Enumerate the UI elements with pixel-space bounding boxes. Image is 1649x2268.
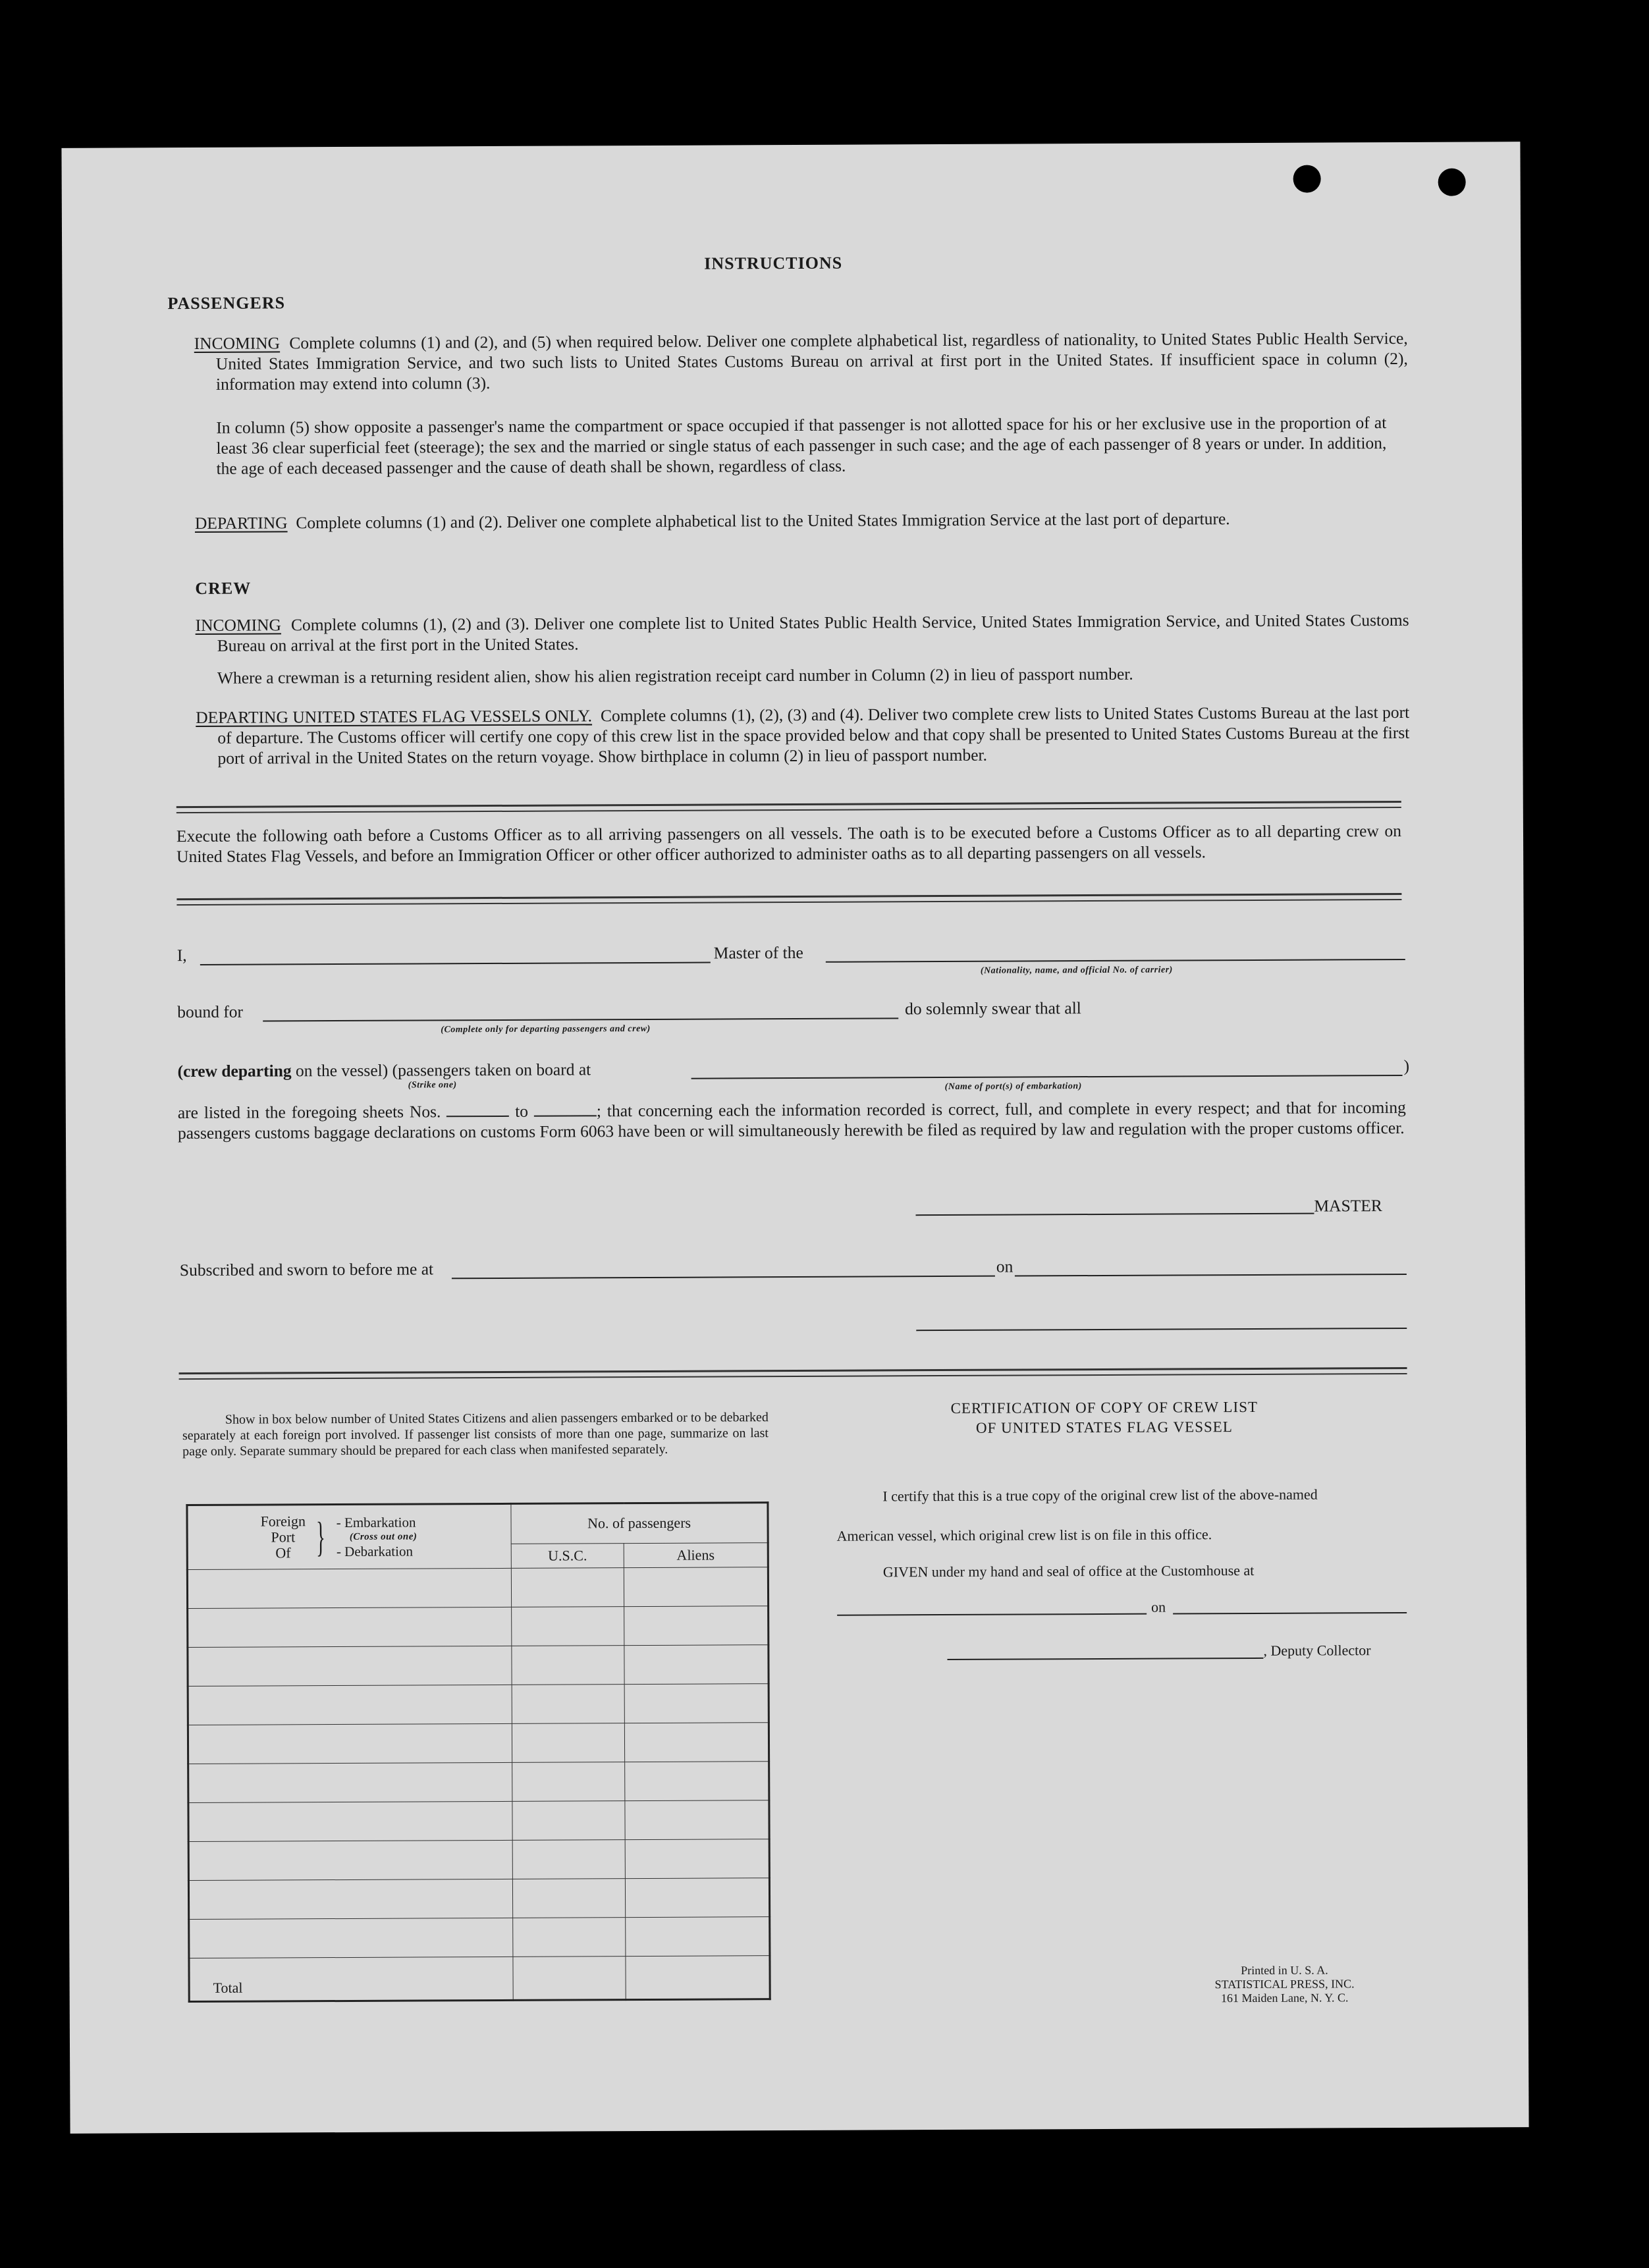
crew-departing-text: Complete columns (1), (2), (3) and (4). Deliver two complete crew lists to United States Customs Bureau at the last port of departure. The Customs officer will certify one copy of this crew list in the space provided below and that copy shall be presented to United States Customs Bureau at the first port of arrival in the United States on the return voyage. Show birthplace in column (2) in lieu of passport number. bbox=[217, 702, 1410, 768]
sworn-on-label: on bbox=[996, 1256, 1014, 1276]
usc-cell[interactable] bbox=[512, 1801, 625, 1841]
aliens-cell[interactable] bbox=[625, 1878, 769, 1918]
usc-cell[interactable] bbox=[512, 1879, 625, 1918]
crew-incoming-label: INCOMING bbox=[195, 615, 281, 635]
double-rule bbox=[176, 893, 1401, 905]
aliens-cell[interactable] bbox=[624, 1723, 769, 1762]
punch-hole bbox=[1438, 169, 1466, 196]
customhouse-field[interactable] bbox=[837, 1613, 1147, 1616]
sheet-from-field[interactable] bbox=[446, 1116, 509, 1117]
sheets-statement bbox=[178, 1097, 1406, 1143]
officer-signature-field[interactable] bbox=[916, 1328, 1407, 1331]
crew-departing-instruction bbox=[196, 702, 1409, 769]
usc-cell[interactable] bbox=[512, 1607, 624, 1646]
certification-title-line-2: OF UNITED STATES FLAG VESSEL bbox=[975, 1418, 1233, 1436]
aliens-cell[interactable] bbox=[624, 1567, 768, 1607]
punch-hole bbox=[1293, 165, 1321, 193]
table-row bbox=[187, 1567, 768, 1609]
sheet-to-field[interactable] bbox=[534, 1115, 597, 1116]
port-cell[interactable] bbox=[188, 1607, 512, 1647]
foreign-label: Foreign bbox=[260, 1513, 306, 1530]
aliens-cell[interactable] bbox=[626, 1917, 770, 1957]
crew-departing-label: DEPARTING UNITED STATES FLAG VESSELS ONLY. bbox=[196, 706, 593, 727]
passengers-heading: PASSENGERS bbox=[167, 293, 286, 313]
no-passengers-header: No. of passengers bbox=[511, 1503, 768, 1544]
double-rule bbox=[179, 1367, 1407, 1380]
usc-cell[interactable] bbox=[512, 1646, 624, 1685]
passengers-taken-text: on the vessel) (passengers taken on board at bbox=[295, 1060, 591, 1081]
usc-total-cell[interactable] bbox=[513, 1957, 626, 2001]
aliens-cell[interactable] bbox=[624, 1645, 769, 1685]
bound-for-caption: (Complete only for departing passengers and crew) bbox=[441, 1023, 651, 1035]
port-cell[interactable] bbox=[188, 1801, 512, 1841]
table-row bbox=[188, 1762, 769, 1803]
certification-line-3: GIVEN under my hand and seal of office at the Customhouse at bbox=[882, 1561, 1255, 1580]
form-page bbox=[61, 142, 1528, 2134]
passengers-departing-instruction bbox=[195, 508, 1409, 533]
port-cell[interactable] bbox=[188, 1879, 512, 1919]
double-rule bbox=[176, 801, 1401, 813]
certification-title-line-1: CERTIFICATION OF COPY OF CREW LIST bbox=[950, 1398, 1258, 1417]
total-label: Total bbox=[189, 1957, 513, 2001]
crew-departing-strike bbox=[177, 1060, 591, 1081]
aliens-cell[interactable] bbox=[625, 1762, 769, 1801]
usc-cell[interactable] bbox=[512, 1685, 624, 1724]
table-row bbox=[188, 1606, 769, 1648]
carrier-caption: (Nationality, name, and official No. of carrier) bbox=[980, 965, 1173, 976]
bound-for-field[interactable] bbox=[263, 1017, 898, 1021]
master-of-label: Master of the bbox=[713, 942, 803, 963]
embarkation-option: - Embarkation bbox=[336, 1514, 416, 1531]
deputy-collector-label: , Deputy Collector bbox=[1263, 1642, 1371, 1659]
port-cell[interactable] bbox=[188, 1840, 512, 1880]
printer-imprint bbox=[1199, 1963, 1370, 2005]
passengers-departing-text: Complete columns (1) and (2). Deliver one complete alphabetical list to the United States Immigration Service at the last port of departure. bbox=[296, 509, 1230, 533]
usc-cell[interactable] bbox=[512, 1723, 624, 1763]
aliens-cell[interactable] bbox=[624, 1684, 769, 1723]
foreign-port-header bbox=[187, 1503, 511, 1569]
port-cell[interactable] bbox=[187, 1568, 511, 1608]
printer-line-1: Printed in U. S. A. bbox=[1241, 1963, 1328, 1978]
usc-cell[interactable] bbox=[511, 1568, 624, 1607]
cross-out-caption: (Cross out one) bbox=[349, 1531, 418, 1542]
aliens-cell[interactable] bbox=[624, 1606, 769, 1646]
embarkation-port-field[interactable] bbox=[691, 1075, 1403, 1079]
carrier-field[interactable] bbox=[826, 959, 1405, 963]
certification-line-1: I certify that this is a true copy of the original crew list of the above-named bbox=[882, 1486, 1318, 1505]
close-paren: ) bbox=[1403, 1056, 1410, 1075]
table-row bbox=[189, 1917, 770, 1958]
port-cell[interactable] bbox=[188, 1723, 512, 1764]
sworn-place-field[interactable] bbox=[452, 1276, 995, 1280]
brace-icon: } bbox=[316, 1513, 326, 1561]
passengers-incoming-label: INCOMING bbox=[194, 333, 281, 353]
aliens-cell[interactable] bbox=[625, 1800, 769, 1840]
table-row bbox=[188, 1645, 769, 1687]
master-signature-field[interactable] bbox=[916, 1213, 1314, 1216]
usc-cell[interactable] bbox=[512, 1840, 625, 1879]
table-row bbox=[188, 1684, 769, 1725]
certification-on-label: on bbox=[1151, 1598, 1166, 1615]
oath-i-label: I, bbox=[176, 946, 187, 965]
printer-line-3: 161 Maiden Lane, N. Y. C. bbox=[1220, 1991, 1349, 2005]
printer-line-2: STATISTICAL PRESS, INC. bbox=[1214, 1977, 1355, 1991]
sheets-label: are listed in the foregoing sheets Nos. bbox=[177, 1102, 441, 1123]
table-row bbox=[188, 1723, 769, 1764]
port-cell[interactable] bbox=[189, 1918, 513, 1958]
passengers-incoming-text: Complete columns (1) and (2), and (5) when required below. Deliver one complete alphabetical list, regardless of nationality, to United States Public Health Service, United States Immigration Service, and two such lists to United States Customs Bureau on arrival at first port in the United States. If insufficient space in column (2), information may extend into column (3). bbox=[215, 328, 1408, 394]
of-label: Of bbox=[275, 1544, 291, 1561]
aliens-cell[interactable] bbox=[625, 1839, 769, 1879]
oath-intro: Execute the following oath before a Customs Officer as to all arriving passengers on all vessels. The oath is to be executed before a Customs Officer as to all departing crew on United States Flag Vessels, and before an Immigration Officer or other officer authorized to administer oaths as to all departing passengers on all vessels. bbox=[176, 821, 1402, 867]
crew-incoming-instruction bbox=[196, 610, 1409, 656]
embarkation-caption: (Name of port(s) of embarkation) bbox=[944, 1081, 1082, 1093]
debarkation-option: - Debarkation bbox=[336, 1543, 414, 1560]
port-cell[interactable] bbox=[188, 1762, 512, 1802]
aliens-total-cell[interactable] bbox=[626, 1956, 770, 2000]
master-name-field[interactable] bbox=[200, 962, 711, 965]
certification-date-field[interactable] bbox=[1173, 1612, 1407, 1615]
crew-resident-instruction: Where a crewman is a returning resident alien, show his alien registration receipt card number in Column (2) in lieu of passport number. bbox=[217, 664, 1133, 688]
deputy-signature-field[interactable] bbox=[947, 1658, 1263, 1660]
sheets-to-label: to bbox=[515, 1101, 529, 1121]
crew-incoming-text: Complete columns (1), (2) and (3). Deliver one complete list to United States Public Health Service, United States Immigration Service, and United States Customs Bureau on arrival at the first port in the United States. bbox=[217, 610, 1409, 655]
embark-debark-options bbox=[337, 1515, 418, 1559]
aliens-header: Aliens bbox=[624, 1542, 768, 1567]
crew-heading: CREW bbox=[195, 578, 252, 598]
port-cell[interactable] bbox=[188, 1685, 512, 1725]
sworn-date-field[interactable] bbox=[1015, 1274, 1407, 1277]
page-title: INSTRUCTIONS bbox=[704, 253, 843, 273]
master-label: MASTER bbox=[1314, 1196, 1382, 1216]
summary-instruction: Show in box below number of United States Citizens and alien passengers embarked or to be debarked separately at each foreign port involved. If passenger list consists of more than one page, summarize on last page only. Separate summary should be prepared for each class when manifested separately. bbox=[182, 1410, 769, 1459]
ports-summary-table bbox=[186, 1501, 770, 2003]
column5-instruction: In column (5) show opposite a passenger's name the compartment or space occupied if that passenger is not allotted space for his or her exclusive use in the proportion of at least 36 clear superficial feet (steerage); the sex and the married or single status of each passenger in such case; and the age of each passenger of 8 years or under. In addition, the age of each deceased passenger and the cause of death shall be shown, regardless of class. bbox=[216, 413, 1387, 478]
swear-text: do solemnly swear that all bbox=[905, 998, 1081, 1019]
certification-title bbox=[831, 1397, 1378, 1439]
subscribed-label: Subscribed and sworn to before me at bbox=[179, 1259, 434, 1280]
total-row bbox=[189, 1956, 770, 2002]
usc-cell[interactable] bbox=[513, 1918, 626, 1957]
certification-line-2: American vessel, which original crew list is on file in this office. bbox=[836, 1526, 1212, 1544]
passengers-departing-label: DEPARTING bbox=[194, 513, 288, 533]
usc-cell[interactable] bbox=[512, 1762, 625, 1802]
table-row bbox=[188, 1839, 769, 1881]
port-label: Port bbox=[271, 1528, 296, 1546]
port-cell[interactable] bbox=[188, 1646, 512, 1686]
bound-for-label: bound for bbox=[177, 1002, 244, 1022]
foreign-port-of-label bbox=[260, 1513, 306, 1561]
usc-header: U.S.C. bbox=[511, 1543, 624, 1568]
table-row bbox=[188, 1878, 769, 1920]
sheets-statement-text: ; that concerning each the information recorded is correct, full, and complete in every respect; and that for incoming passengers customs baggage declarations on customs Form 6063 have been or will simultaneously herewith be filed as required by law and regulation with the proper customs officer. bbox=[177, 1097, 1406, 1143]
table-row bbox=[188, 1800, 769, 1842]
passengers-incoming-instruction bbox=[194, 328, 1408, 394]
strike-caption: (Strike one) bbox=[408, 1080, 457, 1091]
crew-departing-bold: (crew departing bbox=[177, 1061, 292, 1081]
